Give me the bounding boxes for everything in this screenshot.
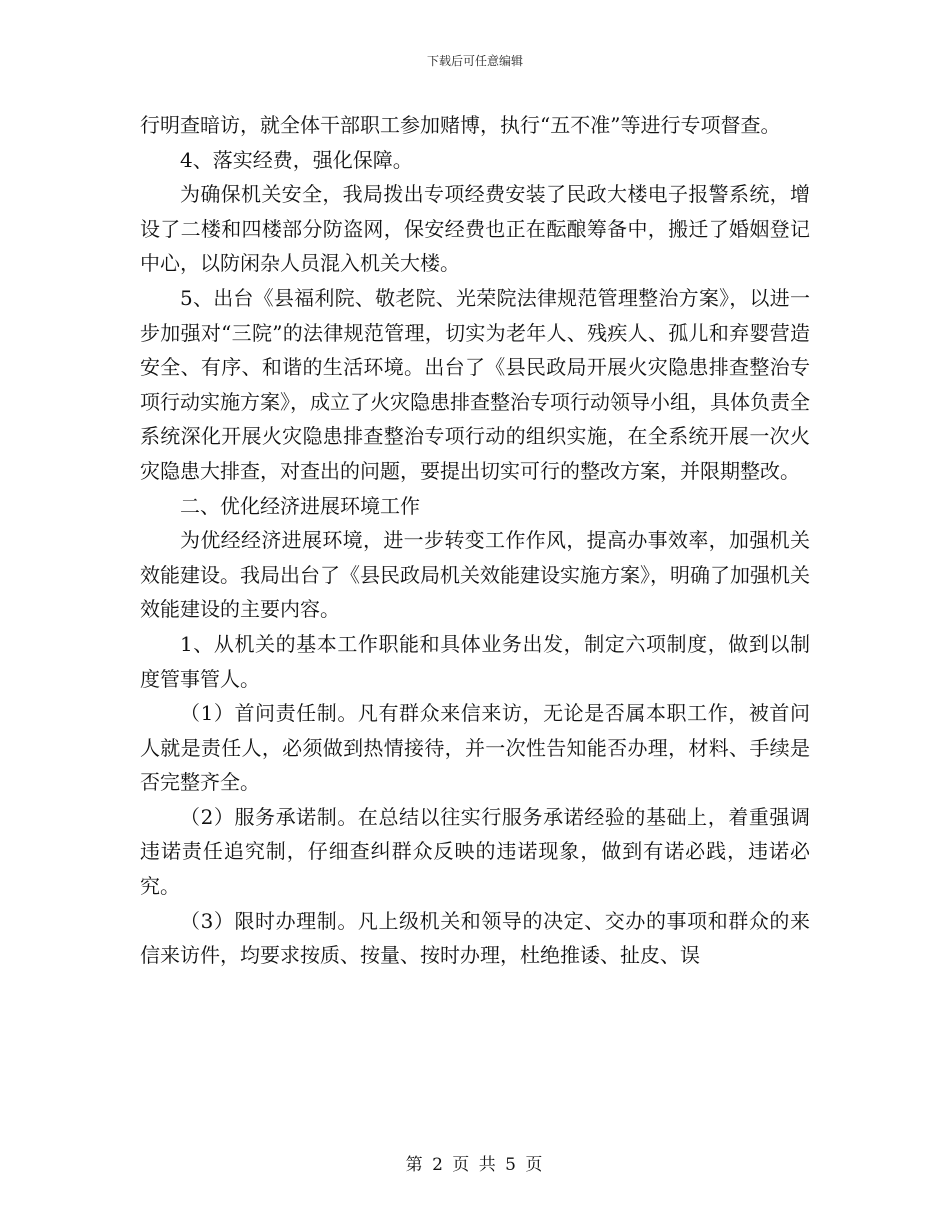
paragraph-8: （1）首问责任制。凡有群众来信来访，无论是否属本职工作，被首问人就是责任人，必须做到热情接待，并一次性告知能否办理，材料、手续是否完整齐全。 [140,701,810,795]
document-body [140,108,810,973]
paragraph-3: 为确保机关安全，我局拨出专项经费安装了民政大楼电子报警系统，增设了二楼和四楼部分防盗网，保安经费也正在酝酿筹备中，搬迁了婚姻登记中心，以防闲杂人员混入机关大楼。 [140,182,810,276]
paragraph-1: 行明查暗访，就全体干部职工参加赌博，执行“五不准”等进行专项督查。 [140,113,781,137]
paragraph-2: 4、落实经费，强化保障。 [180,147,413,172]
paragraph-10: （3）限时办理制。凡上级机关和领导的决定、交办的事项和群众的来信来访件，均要求按质、按量、按时办理，杜绝推诿、扯皮、误 [140,908,810,968]
paragraph-6: 为优经经济进展环境，进一步转变工作作风，提高办事效率，加强机关效能建设。我局出台了《县民政局机关效能建设实施方案》，明确了加强机关效能建设的主要内容。 [140,528,810,622]
page-header: 下载后可任意编辑 [426,54,523,68]
paragraph-7: 1、从机关的基本工作职能和具体业务出发，制定六项制度，做到以制度管事管人。 [140,631,810,691]
page-number: 第 2 页 共 5 页 [405,1155,545,1175]
paragraph-9: （2）服务承诺制。在总结以往实行服务承诺经验的基础上，着重强调违诺责任追究制，仔细查纠群众反映的违诺现象，做到有诺必践，违诺必究。 [140,804,810,899]
section-heading: 二、优化经济进展环境工作 [180,493,420,518]
paragraph-4: 5、出台《县福利院、敬老院、光荣院法律规范管理整治方案》，以进一步加强对“三院”的法律规范管理，切实为老年人、残疾人、孤儿和弃婴营造安全、有序、和谐的生活环境。出台了《县民政局开展火灾隐患排查整治专项行动实施方案》，成立了火灾隐患排查整治专项行动领导小组，具体负责全系统深化开展火灾隐患排查整治专项行动的组织实施，在全系统开展一次火灾隐患大排查，对查出的问题，要提出切实可行的整改方案，并限期整改。 [140,285,810,483]
